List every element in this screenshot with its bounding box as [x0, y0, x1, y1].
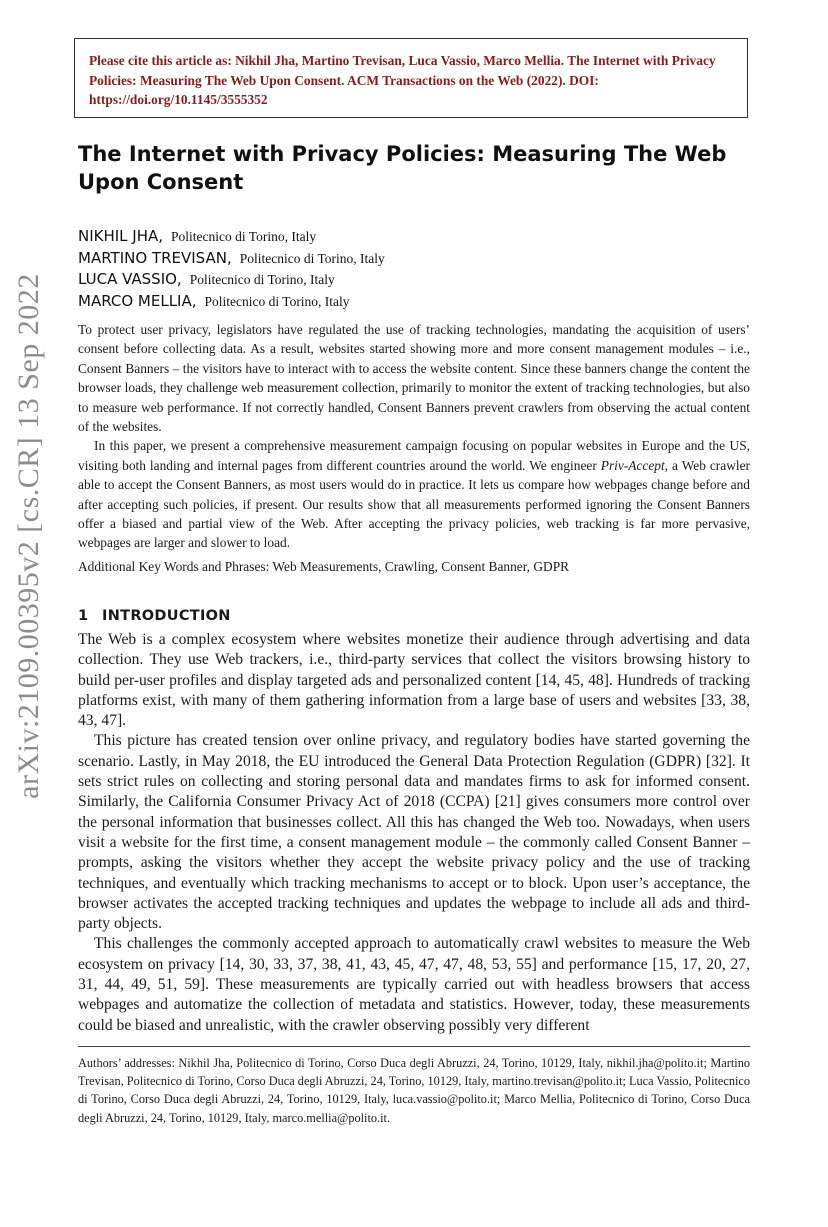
abstract-paragraph: To protect user privacy, legislators have regulated the use of tracking technologies, mandating the acquisition of users’ consent before collecting data. As a result, websites started showing more and more consent management modules – i.e., Consent Banners – the visitors have to interact with to access the website content. Since these banners change the content the browser loads, they challenge web measurement collection, primarily to monitor the extent of tracking technologies, but also to measure web performance. If not correctly handled, Consent Banners prevent crawlers from observing the actual content of the websites.: [78, 322, 750, 435]
abstract: [78, 320, 750, 553]
section-title: INTRODUCTION: [102, 608, 231, 624]
author-entry: [78, 226, 758, 248]
body-paragraph: The Web is a complex ecosystem where websites monetize their audience through advertising and data collection. They use Web trackers, i.e., third-party services that collect the visitors browsing history to build per-user profiles and display targeted ads and personalized content [14, 45, 48]. Hundreds of tracking platforms exist, with many of them gathering information from a large base of users and websites [33, 38, 43, 47].: [78, 631, 750, 730]
abstract-text: , a Web crawler able to accept the Consent Banners, as most users would do in practice. It lets us compare how webpages change before and after accepting such policies, if present. Our results show that all measurements performed ignoring the Consent Banners offer a biased and partial view of the Web. After accepting the privacy policies, web tracking is far more pervasive, webpages are larger and slower to load.: [78, 457, 751, 551]
author-affiliation: Politecnico di Torino, Italy: [171, 229, 317, 244]
keywords: Additional Key Words and Phrases: Web Measurements, Crawling, Consent Banner, GDPR: [78, 559, 570, 574]
author-affiliation: Politecnico di Torino, Italy: [189, 272, 335, 287]
section-body: [78, 630, 750, 1036]
footnote: Authors’ addresses: Nikhil Jha, Politecnico di Torino, Corso Duca degli Abruzzi, 24, Torino, 10129, Italy, nikhil.jha@polito.it; Martino Trevisan, Politecnico di Torino, Corso Duca degli Abruzzi, 24, Torino, 10129, Italy, martino.trevisan@polito.it; Luca Vassio, Politecnico di Torino, Corso Duca degli Abruzzi, 24, Torino, 10129, Italy, luca.vassio@polito.it; Marco Mellia, Politecnico di Torino, Corso Duca degli Abruzzi, 24, Torino, 10129, Italy, marco.mellia@polito.it.: [78, 1056, 750, 1125]
citation-text[interactable]: Please cite this article as: Nikhil Jha, Martino Trevisan, Luca Vassio, Marco Mellia. The Internet with Privacy Policies: Measuring The Web Upon Consent. ACM Transactions on the Web (2022). DOI: https://doi.org/10.1145/3555352: [89, 53, 716, 107]
author-name: NIKHIL JHA,: [78, 227, 164, 245]
body-paragraph: This challenges the commonly accepted approach to automatically crawl websites to measure the Web ecosystem on privacy [14, 30, 33, 37, 38, 41, 43, 45, 47, 47, 48, 53, 55] and performance [15, 17, 20, 27, 31, 44, 49, 51, 59]. These measurements are typically carried out with headless browsers that access webpages and automatize the collection of metadata and statistics. However, today, these measurements could be biased and unrealistic, with the crawler observing possibly very different: [78, 935, 750, 1034]
author-entry: [78, 269, 758, 291]
author-entry: [78, 248, 758, 270]
body-paragraph: This picture has created tension over online privacy, and regulatory bodies have started governing the scenario. Lastly, in May 2018, the EU introduced the General Data Protection Regulation (GDPR) [32]. It sets strict rules on collecting and storing personal data and mandates firms to ask for informed consent. Similarly, the California Consumer Privacy Act of 2018 (CCPA) [21] gives consumers more control over the personal information that businesses collect. All this has changed the Web too. Nowadays, when users visit a website for the first time, a consent management module – the commonly called Consent Banner – prompts, asking the visitors whether they accept the website privacy policy and the use of tracking techniques, and eventually which tracking mechanisms to accept or to block. Upon user’s acceptance, the browser activates the accepted tracking techniques and updates the webpage to include all ads and third-party objects.: [78, 732, 750, 933]
author-name: LUCA VASSIO,: [78, 270, 182, 288]
arxiv-stamp: arXiv:2109.00395v2 [cs.CR] 13 Sep 2022: [12, 273, 45, 799]
paper-title: The Internet with Privacy Policies: Measuring The Web Upon Consent: [78, 142, 727, 194]
author-name: MARCO MELLIA,: [78, 291, 197, 310]
author-name: MARTINO TREVISAN,: [78, 248, 232, 267]
author-list: [78, 226, 758, 312]
abstract-paragraph: [78, 436, 750, 552]
author-affiliation: Politecnico di Torino, Italy: [239, 250, 385, 266]
section-heading: [78, 606, 750, 626]
citation-box: [74, 38, 748, 118]
author-affiliation: Politecnico di Torino, Italy: [204, 293, 350, 309]
footnote-divider: [78, 1046, 750, 1047]
abstract-text: In this paper, we present a comprehensive measurement campaign focusing on popular websites in Europe and the US, visiting both landing and internal pages from different countries around the world. We engineer: [78, 438, 750, 473]
author-entry: [78, 291, 758, 313]
system-name: Priv-Accept: [600, 457, 665, 473]
section-number: 1: [78, 608, 89, 624]
